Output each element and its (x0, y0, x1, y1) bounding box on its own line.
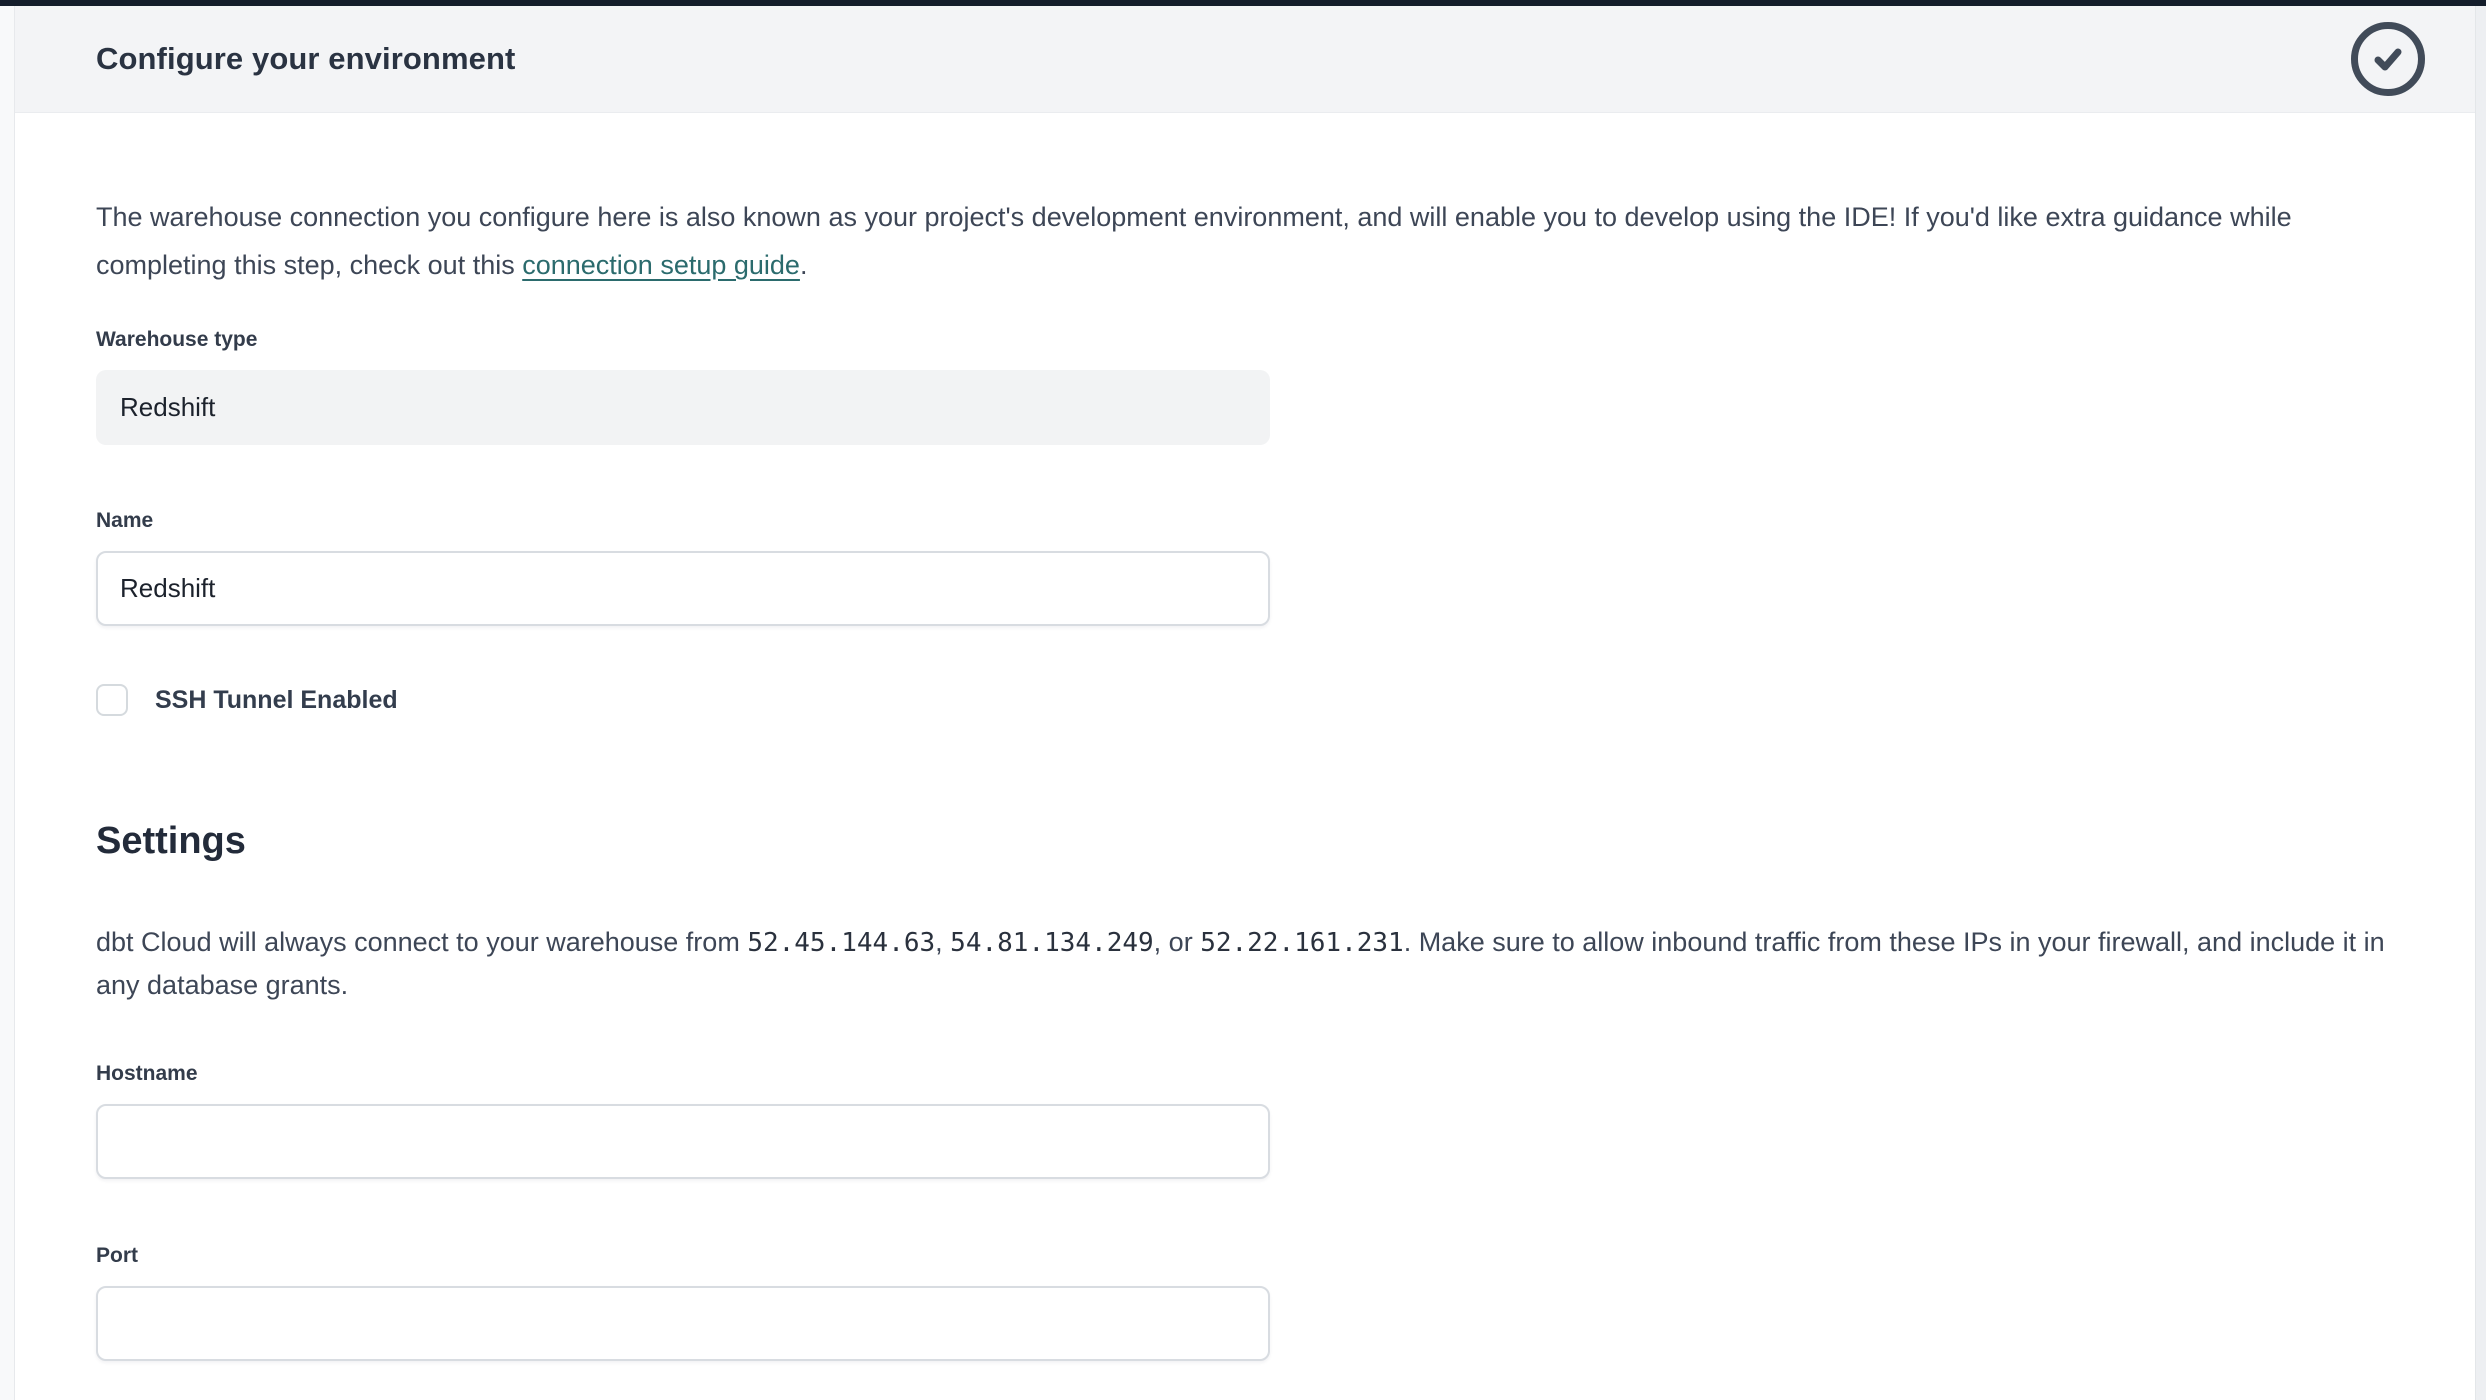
check-circle-icon (2351, 22, 2425, 96)
hostname-label: Hostname (96, 1062, 198, 1085)
intro-text-after: . (799, 250, 808, 280)
ssh-tunnel-row (96, 684, 2405, 716)
ip-address-3: 52.22.161.231 (1200, 928, 1404, 958)
page (0, 6, 2486, 1400)
name-input[interactable] (96, 551, 1270, 626)
ssh-tunnel-checkbox[interactable] (96, 684, 128, 716)
card-body (15, 113, 2475, 1397)
ip-allowlist-paragraph (96, 921, 2405, 1006)
page-title: Configure your environment (96, 41, 516, 76)
warehouse-type-label: Warehouse type (96, 328, 258, 351)
ssh-tunnel-label: SSH Tunnel Enabled (155, 685, 398, 714)
card-header (15, 6, 2475, 113)
ip-address-1: 52.45.144.63 (747, 928, 936, 958)
ip-text-part2: . Make sure to allow inbound traffic from these IPs in your firewall, and include it in any database grants. (96, 927, 2385, 1000)
ip-address-2: 54.81.134.249 (950, 928, 1154, 958)
settings-heading: Settings (96, 820, 246, 862)
warehouse-type-value: Redshift (120, 392, 216, 422)
checkmark-glyph (2370, 41, 2406, 77)
page-right-margin (2475, 6, 2486, 1400)
configure-environment-card (15, 6, 2475, 1400)
hostname-input[interactable] (96, 1104, 1270, 1179)
ip-separator-2: , or (1153, 927, 1201, 957)
page-left-margin (0, 6, 15, 1400)
name-label: Name (96, 509, 154, 532)
intro-text-before: The warehouse connection you configure here is also known as your project's development environment, and will enable you to develop using the IDE! If you'd like extra guidance while completing this step, check out this (96, 202, 2292, 280)
ip-text-part1: dbt Cloud will always connect to your warehouse from (96, 927, 748, 957)
port-input[interactable] (96, 1286, 1270, 1361)
intro-paragraph (96, 193, 2376, 289)
port-label: Port (96, 1244, 138, 1267)
warehouse-type-field (96, 370, 1270, 445)
connection-setup-guide-link[interactable]: connection setup guide (522, 250, 800, 280)
ip-separator-1: , (935, 927, 951, 957)
